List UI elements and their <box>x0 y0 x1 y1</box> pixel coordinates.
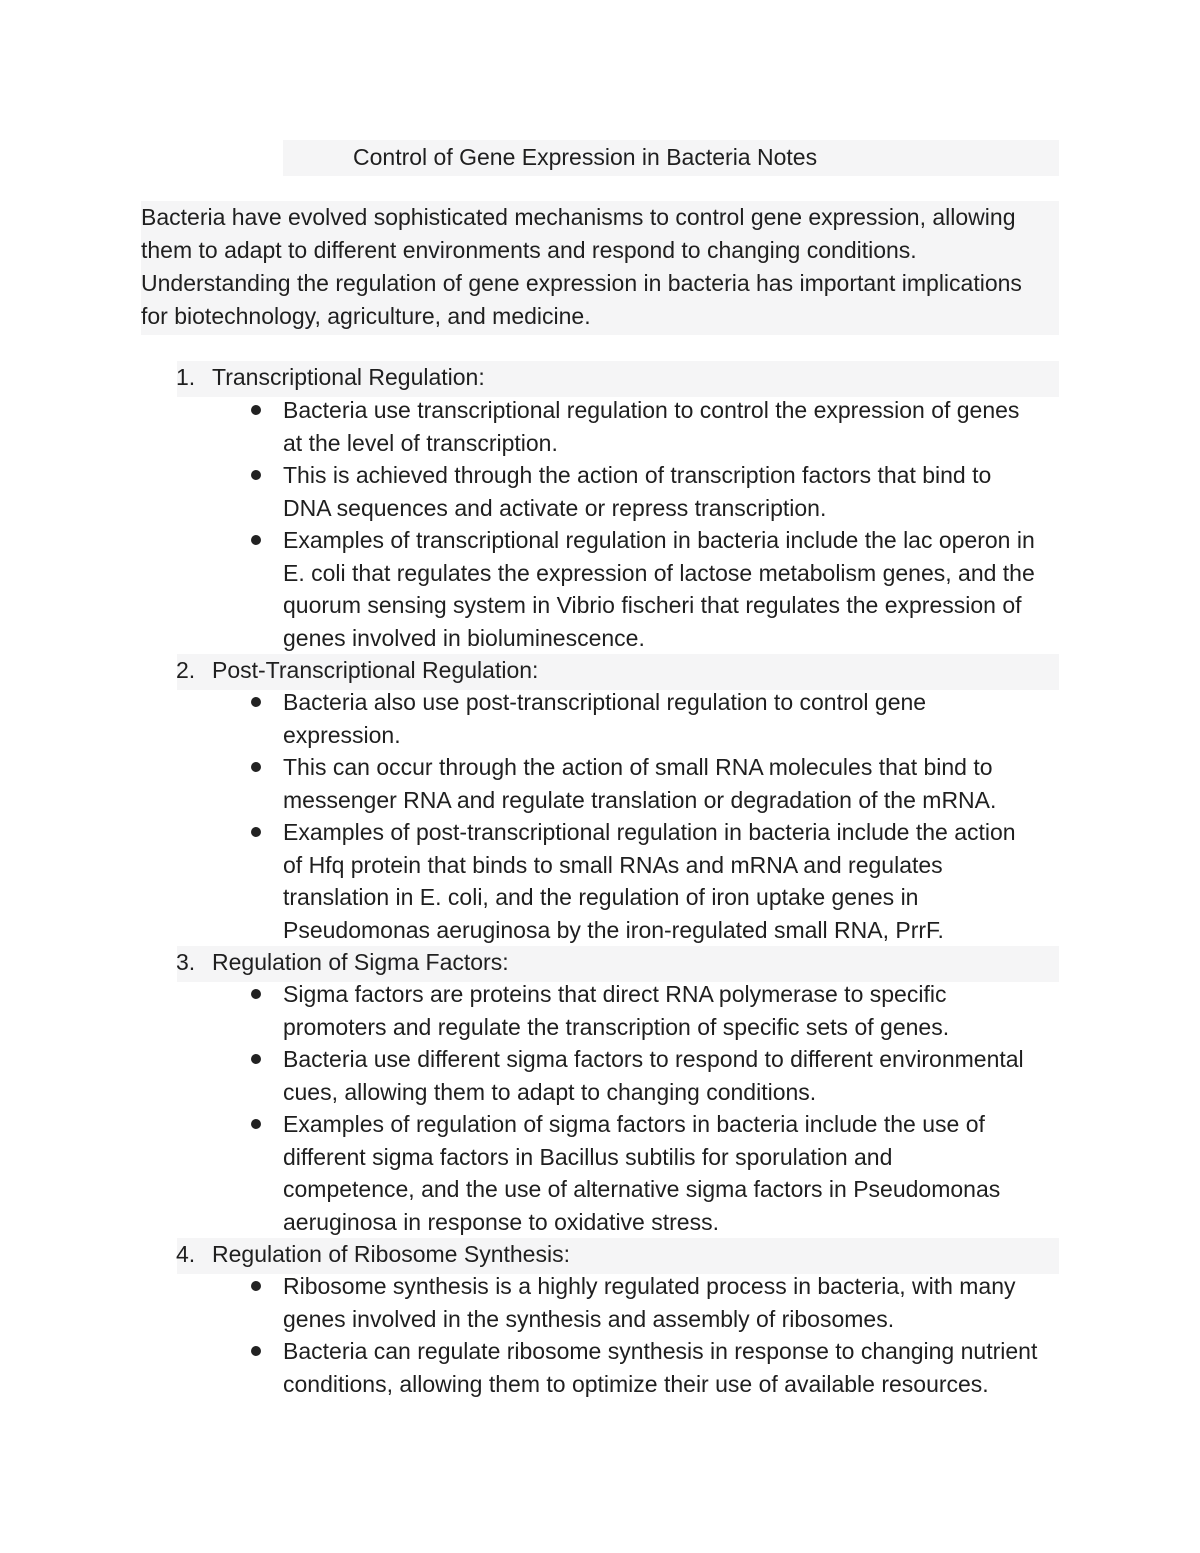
bullet-item <box>283 459 1063 524</box>
bullet-item <box>283 1108 1063 1238</box>
bullet-line: Bacteria use transcriptional regulation to control the expression of genes <box>283 397 1020 423</box>
bullet-item <box>283 394 1063 459</box>
bullet-item <box>283 978 1063 1043</box>
section-number: 1. <box>176 364 196 390</box>
bullet-line: expression. <box>283 721 401 748</box>
section-heading: Regulation of Sigma Factors: <box>212 949 509 975</box>
section-heading: Transcriptional Regulation: <box>212 364 485 390</box>
section-heading: Regulation of Ribosome Synthesis: <box>212 1241 570 1267</box>
bullet-item <box>283 1270 1063 1335</box>
bullet-dot <box>251 827 261 837</box>
bullet-line: promoters and regulate the transcription of specific sets of genes. <box>283 1013 950 1040</box>
bullet-line: aeruginosa in response to oxidative stress. <box>283 1208 719 1235</box>
bullet-line: genes involved in the synthesis and assembly of ribosomes. <box>283 1305 895 1332</box>
bullet-dot <box>251 989 261 999</box>
bullet-item <box>283 686 1063 751</box>
intro-line: Bacteria have evolved sophisticated mechanisms to control gene expression, allowing <box>141 204 1016 230</box>
bullet-item <box>283 1043 1063 1108</box>
bullet-line: competence, and the use of alternative sigma factors in Pseudomonas <box>283 1176 1001 1202</box>
bullet-line: messenger RNA and regulate translation or degradation of the mRNA. <box>283 786 997 813</box>
bullet-line: Bacteria also use post-transcriptional regulation to control gene <box>283 689 927 715</box>
bullet-dot <box>251 697 261 707</box>
bullet-item <box>283 524 1063 654</box>
bullet-line: Examples of transcriptional regulation in bacteria include the lac operon in <box>283 527 1035 553</box>
bullet-line: genes involved in bioluminescence. <box>283 624 645 651</box>
bullet-line: cues, allowing them to adapt to changing conditions. <box>283 1078 817 1105</box>
bullet-dot <box>251 470 261 480</box>
bullet-item <box>283 1335 1063 1400</box>
bullet-line: at the level of transcription. <box>283 429 558 456</box>
bullet-line: Ribosome synthesis is a highly regulated process in bacteria, with many <box>283 1273 1016 1299</box>
intro-line: Understanding the regulation of gene expression in bacteria has important implications <box>141 270 1022 296</box>
bullet-dot <box>251 762 261 772</box>
bullet-line: Sigma factors are proteins that direct RNA polymerase to specific <box>283 981 947 1007</box>
bullet-line: Bacteria can regulate ribosome synthesis in response to changing nutrient <box>283 1338 1038 1364</box>
section-number: 2. <box>176 657 196 683</box>
bullet-item <box>283 751 1063 816</box>
bullet-line: conditions, allowing them to optimize their use of available resources. <box>283 1370 989 1397</box>
bullet-dot <box>251 405 261 415</box>
bullet-line: E. coli that regulates the expression of lactose metabolism genes, and the <box>283 559 1035 586</box>
bullet-dot <box>251 535 261 545</box>
intro-paragraph <box>141 201 1056 333</box>
bullet-line: This can occur through the action of small RNA molecules that bind to <box>283 754 993 780</box>
bullet-line: translation in E. coli, and the regulation of iron uptake genes in <box>283 884 919 910</box>
bullet-line: different sigma factors in Bacillus subtilis for sporulation and <box>283 1143 893 1170</box>
bullet-line: This is achieved through the action of transcription factors that bind to <box>283 462 992 488</box>
bullet-dot <box>251 1119 261 1129</box>
bullet-line: DNA sequences and activate or repress transcription. <box>283 494 827 521</box>
bullet-line: Examples of regulation of sigma factors in bacteria include the use of <box>283 1111 985 1137</box>
bullet-line: Examples of post-transcriptional regulation in bacteria include the action <box>283 819 1016 845</box>
intro-line: for biotechnology, agriculture, and medicine. <box>141 303 591 329</box>
bullet-dot <box>251 1346 261 1356</box>
bullet-line: Pseudomonas aeruginosa by the iron-regulated small RNA, PrrF. <box>283 916 944 943</box>
document-title: Control of Gene Expression in Bacteria Notes <box>353 144 818 170</box>
bullet-line: of Hfq protein that binds to small RNAs and mRNA and regulates <box>283 851 943 878</box>
section-number: 3. <box>176 949 196 975</box>
intro-line: them to adapt to different environments and respond to changing conditions. <box>141 237 917 263</box>
bullet-dot <box>251 1281 261 1291</box>
bullet-line: quorum sensing system in Vibrio fischeri that regulates the expression of <box>283 592 1022 618</box>
bullet-line: Bacteria use different sigma factors to respond to different environmental <box>283 1046 1024 1072</box>
bullet-item <box>283 816 1063 946</box>
bullet-dot <box>251 1054 261 1064</box>
section-number: 4. <box>176 1241 196 1267</box>
section-heading: Post-Transcriptional Regulation: <box>212 657 539 683</box>
